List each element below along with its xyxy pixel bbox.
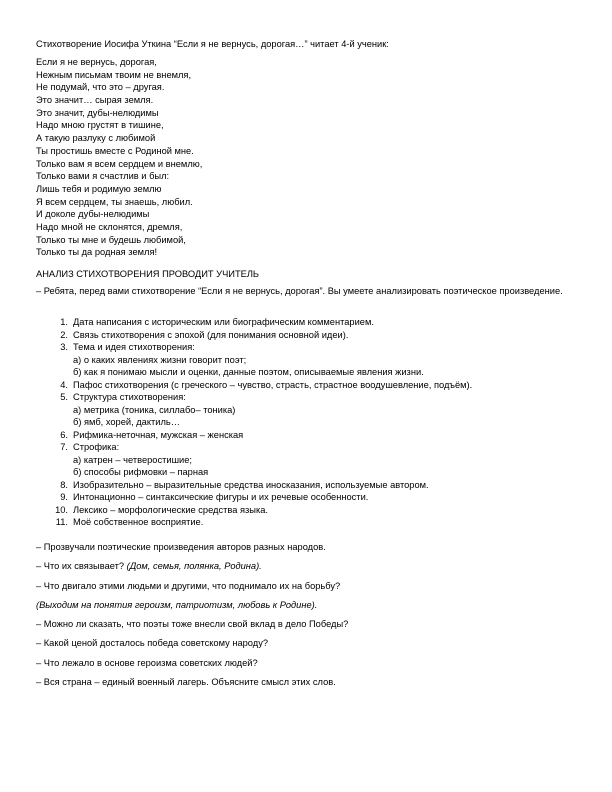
item-number: 5. <box>60 392 68 402</box>
sub-item-text: а) о каких явлениях жизни говорит поэт; <box>73 354 247 365</box>
poem-line: Только ты мне и будешь любимой, <box>36 234 186 245</box>
dialog-line <box>36 580 348 599</box>
item-text: Рифмика-неточная, мужская – женская <box>73 429 244 440</box>
item-number: 4. <box>60 379 68 390</box>
section-heading: АНАЛИЗ СТИХОТВОРЕНИЯ ПРОВОДИТ УЧИТЕЛЬ <box>36 269 260 279</box>
item-number: 8. <box>60 479 68 490</box>
poem-line: Я всем сердцем, ты знаешь, любил. <box>36 196 193 207</box>
dialog-text: – Прозвучали поэтические произведения авторов разных народов. <box>36 542 326 552</box>
item-text: Моё собственное восприятие. <box>73 517 204 527</box>
dialog-text: – Можно ли сказать, что поэты тоже внесли свой вклад в дело Победы? <box>36 619 349 630</box>
poem-line: Нежным письмам твоим не внемля, <box>36 69 192 80</box>
lead-paragraph: – Ребята, перед вами стихотворение “Если я не вернусь, дорогая”. Вы умеете анализировать поэтическое произведение. <box>36 286 563 296</box>
item-text: Интонационно – синтаксические фигуры и их речевые особенности. <box>73 492 369 502</box>
item-number: 3. <box>60 342 68 352</box>
poem-line: Это значит, дубы-нелюдимы <box>36 107 159 118</box>
item-number: 6. <box>60 429 68 440</box>
item-number: 1. <box>60 317 68 327</box>
item-number: 11. <box>55 517 68 527</box>
item-text: Пафос стихотворения (с греческого – чувство, страсть, страстное воодушевление, подъём). <box>73 379 473 390</box>
poem-line: Это значит… сырая земля. <box>36 95 154 106</box>
sub-item-text: б) как я понимаю мысли и оценки, данные поэтом, описываемые явления жизни. <box>73 367 424 377</box>
poem-line: Надо мной не склонятся, дремля, <box>36 221 183 232</box>
dialog-line <box>36 599 348 618</box>
dialog-line <box>36 560 348 579</box>
item-text: Дата написания с историческим или биографическим комментарием. <box>73 317 374 327</box>
dialog-text: – Что лежало в основе героизма советских людей? <box>36 657 258 668</box>
poem-line: А такую разлуку с любимой <box>36 133 156 144</box>
dialog-text: – Вся страна – единый военный лагерь. Объясните смысл этих слов. <box>36 677 336 688</box>
dialog-text: – Что двигало этими людьми и другими, что поднимало их на борьбу? <box>36 580 341 591</box>
dialog-text: – Что их связывает? <box>36 561 127 572</box>
dialog-line <box>36 657 348 676</box>
dialog-line <box>36 541 348 560</box>
poem-line: Только вам я всем сердцем и внемлю, <box>36 158 203 169</box>
poem-line: Лишь тебя и родимую землю <box>36 183 162 194</box>
poem-line: Если я не вернусь, дорогая, <box>36 57 157 67</box>
item-text: Изобразительно – выразительные средства иносказания, используемые автором. <box>73 479 429 490</box>
item-text: Связь стихотворения с эпохой (для понимания основной идеи). <box>73 329 349 340</box>
sub-item-text: б) ямб, хорей, дактиль… <box>73 417 181 427</box>
item-text: Структура стихотворения: <box>73 392 186 402</box>
poem-line: Надо мною грустят в тишине, <box>36 120 164 131</box>
dialog-italic: (Дом, семья, полянка, Родина). <box>126 561 262 572</box>
dialog-line <box>36 618 348 637</box>
item-text: Строфика: <box>73 442 120 452</box>
item-number: 2. <box>60 329 68 340</box>
poem-line: Только ты да родная земля! <box>36 247 158 258</box>
poem-line: Не подумай, что это – другая. <box>36 82 165 93</box>
dialog-line <box>36 676 348 695</box>
poem-line: Только вами я счастлив и был: <box>36 171 170 182</box>
sub-item-text: б) способы рифмовки – парная <box>73 467 209 477</box>
sub-item-text: а) метрика (тоника, силлабо– тоника) <box>73 404 236 415</box>
item-text: Тема и идея стихотворения: <box>73 342 195 352</box>
dialog-line <box>36 637 348 656</box>
discussion-questions <box>36 541 348 695</box>
item-text: Лексико – морфологические средства языка. <box>73 504 268 515</box>
dialog-text: – Какой ценой досталось победа советскому народу? <box>36 638 269 649</box>
intro-line: Стихотворение Иосифа Уткина “Если я не вернусь, дорогая…” читает 4-й ученик: <box>36 39 389 49</box>
poem-line: Ты простишь вместе с Родиной мне. <box>36 145 194 156</box>
item-number: 9. <box>60 492 68 502</box>
item-number: 10. <box>55 504 68 515</box>
poem-line: И доколе дубы-нелюдимы <box>36 209 150 220</box>
dialog-italic: (Выходим на понятия героизм, патриотизм, любовь к Родине). <box>36 599 318 610</box>
sub-item-text: а) катрен – четверостишие; <box>73 454 192 465</box>
poem <box>36 56 202 259</box>
item-number: 7. <box>60 442 68 452</box>
